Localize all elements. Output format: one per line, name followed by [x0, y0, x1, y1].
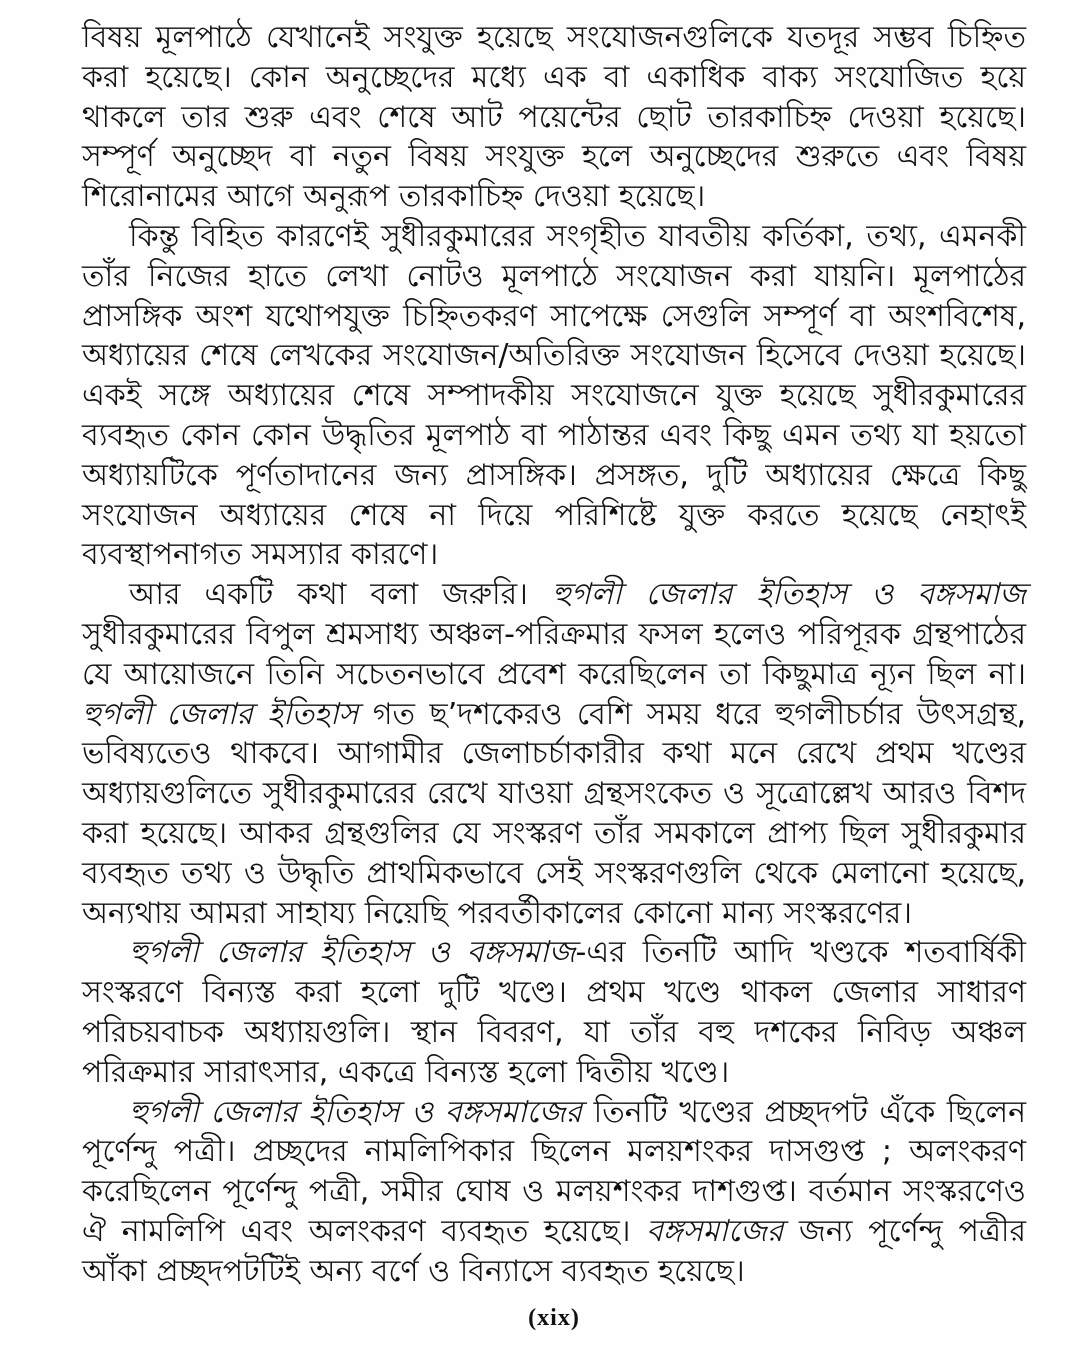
page-number: (xix) — [528, 1305, 580, 1331]
line-text-segment: গত ছ’দশকেরও বেশি সময় ধরে হুগলীচর্চার উৎসগ্রন্থ, — [358, 696, 1026, 732]
text-line: অধ্যায়টিকে পূর্ণতাদানের জন্য প্রাসঙ্গিক। প্রসঙ্গত, দুটি অধ্যায়ের ক্ষেত্রে কিছু — [82, 457, 1026, 493]
text-line: তাঁর নিজের হাতে লেখা নোটও মূলপাঠে সংযোজন করা যায়নি। মূলপাঠের — [82, 258, 1026, 294]
text-line: অধ্যায়গুলিতে সুধীরকুমারের রেখে যাওয়া গ্রন্থসংকেত ও সূত্রোল্লেখ আরও বিশদ — [82, 776, 1026, 812]
text-line: থাকলে তার শুরু এবং শেষে আট পয়েন্টের ছোট তারকাচিহ্ন দেওয়া হয়েছে। — [82, 99, 1026, 135]
text-line: পরিচয়বাচক অধ্যায়গুলি। স্থান বিবরণ, যা তাঁর বহু দশকের নিবিড় অঞ্চল — [82, 1014, 1026, 1050]
text-line: কিন্তু বিহিত কারণেই সুধীরকুমারের সংগৃহীত যাবতীয় কর্তিকা, তথ্য, এমনকী — [129, 218, 1026, 254]
text-line: প্রাসঙ্গিক অংশ যথোপযুক্ত চিহ্নিতকরণ সাপেক্ষে সেগুলি সম্পূর্ণ বা অংশবিশেষ, — [82, 298, 1026, 334]
line-text-segment: ঐ নামলিপি এবং অলংকরণ ব্যবহৃত হয়েছে। — [82, 1213, 647, 1249]
book-title-italic: বঙ্গসমাজের — [646, 1213, 784, 1249]
text-line: পরিক্রমার সারাৎসার, একত্রে বিন্যস্ত হলো দ্বিতীয় খণ্ডে। — [82, 1054, 730, 1090]
text-line: সম্পূর্ণ অনুচ্ছেদ বা নতুন বিষয় সংযুক্ত হলে অনুচ্ছেদের শুরুতে এবং বিষয় — [82, 139, 1026, 175]
text-line: পূর্ণেন্দু পত্রী। প্রচ্ছদের নামলিপিকার ছিলেন মলয়শংকর দাসগুপ্ত ; অলংকরণ — [82, 1134, 1026, 1170]
paragraph-1 — [82, 18, 1026, 217]
book-title-italic: হুগলী জেলার ইতিহাস ও বঙ্গসমাজের — [129, 1094, 583, 1130]
text-line — [82, 933, 1026, 973]
line-text-segment: আর একটি কথা বলা জরুরি। — [129, 577, 552, 613]
text-line: আঁকা প্রচ্ছদপটটিই অন্য বর্ণে ও বিন্যাসে ব্যবহৃত হয়েছে। — [82, 1253, 745, 1289]
text-line: করা হয়েছে। কোন অনুচ্ছেদের মধ্যে এক বা একাধিক বাক্য সংযোজিত হয়ে — [82, 59, 1026, 95]
text-line: অধ্যায়ের শেষে লেখকের সংযোজন/অতিরিক্ত সংযোজন হিসেবে দেওয়া হয়েছে। — [82, 338, 1026, 374]
text-line: শিরোনামের আগে অনুরূপ তারকাচিহ্ন দেওয়া হয়েছে। — [82, 179, 706, 215]
text-line: সংস্করণে বিন্যস্ত করা হলো দুটি খণ্ডে। প্রথম খণ্ডে থাকল জেলার সাধারণ — [82, 975, 1026, 1011]
text-line: করা হয়েছে। আকর গ্রন্থগুলির যে সংস্করণ তাঁর সমকালে প্রাপ্য ছিল সুধীরকুমার — [82, 815, 1026, 851]
text-line: যে আয়োজনে তিনি সচেতনভাবে প্রবেশ করেছিলেন তা কিছুমাত্র ন্যূন ছিল না। — [82, 656, 1026, 692]
text-line: সুধীরকুমারের বিপুল শ্রমসাধ্য অঞ্চল-পরিক্রমার ফসল হলেও পরিপূরক গ্রন্থপাঠের — [82, 616, 1026, 652]
line-text-segment: তিনটি খণ্ডের প্রচ্ছদপট এঁকে ছিলেন — [582, 1094, 1026, 1130]
line-text-segment: জন্য পূর্ণেন্দু পত্রীর — [783, 1213, 1026, 1249]
paragraph-2 — [82, 217, 1026, 575]
text-line: ব্যবস্থাপনাগত সমস্যার কারণে। — [82, 537, 439, 573]
text-line: অন্যথায় আমরা সাহায্য নিয়েছি পরবর্তীকালের কোনো মান্য সংস্করণের। — [82, 895, 912, 931]
paragraph-4 — [82, 933, 1026, 1092]
book-title-italic: হুগলী জেলার ইতিহাস — [82, 696, 359, 732]
text-line: ভবিষ্যতেও থাকবে। আগামীর জেলাচর্চাকারীর কথা মনে রেখে প্রথম খণ্ডের — [82, 736, 1026, 772]
paragraph-3 — [82, 575, 1026, 933]
paragraph-5 — [82, 1093, 1026, 1292]
text-line: করেছিলেন পূর্ণেন্দু পত্রী, সমীর ঘোষ ও মলয়শংকর দাশগুপ্ত। বর্তমান সংস্করণেও — [82, 1174, 1026, 1210]
line-text-segment: -এর তিনটি আদি খণ্ডকে শতবার্ষিকী — [575, 935, 1026, 971]
book-title-italic: হুগলী জেলার ইতিহাস ও বঙ্গসমাজ — [551, 577, 1026, 613]
text-line: বিষয় মূলপাঠে যেখানেই সংযুক্ত হয়েছে সংযোজনগুলিকে যতদূর সম্ভব চিহ্নিত — [82, 20, 1026, 55]
text-line: ব্যবহৃত তথ্য ও উদ্ধৃতি প্রাথমিকভাবে সেই সংস্করণগুলি থেকে মেলানো হয়েছে, — [82, 855, 1026, 891]
book-title-italic: হুগলী জেলার ইতিহাস ও বঙ্গসমাজ — [129, 935, 576, 971]
text-line: সংযোজন অধ্যায়ের শেষে না দিয়ে পরিশিষ্টে যুক্ত করতে হয়েছে নেহাৎই — [82, 497, 1026, 533]
text-line: ব্যবহৃত কোন কোন উদ্ধৃতির মূলপাঠ বা পাঠান্তর এবং কিছু এমন তথ্য যা হয়তো — [82, 417, 1026, 453]
text-line: একই সঙ্গে অধ্যায়ের শেষে সম্পাদকীয় সংযোজনে যুক্ত হয়েছে সুধীরকুমারের — [82, 378, 1026, 414]
text-line — [82, 575, 1026, 615]
text-column — [82, 18, 1026, 1292]
text-line — [82, 1093, 1026, 1133]
text-line — [82, 695, 1026, 735]
text-line — [82, 1212, 1026, 1252]
